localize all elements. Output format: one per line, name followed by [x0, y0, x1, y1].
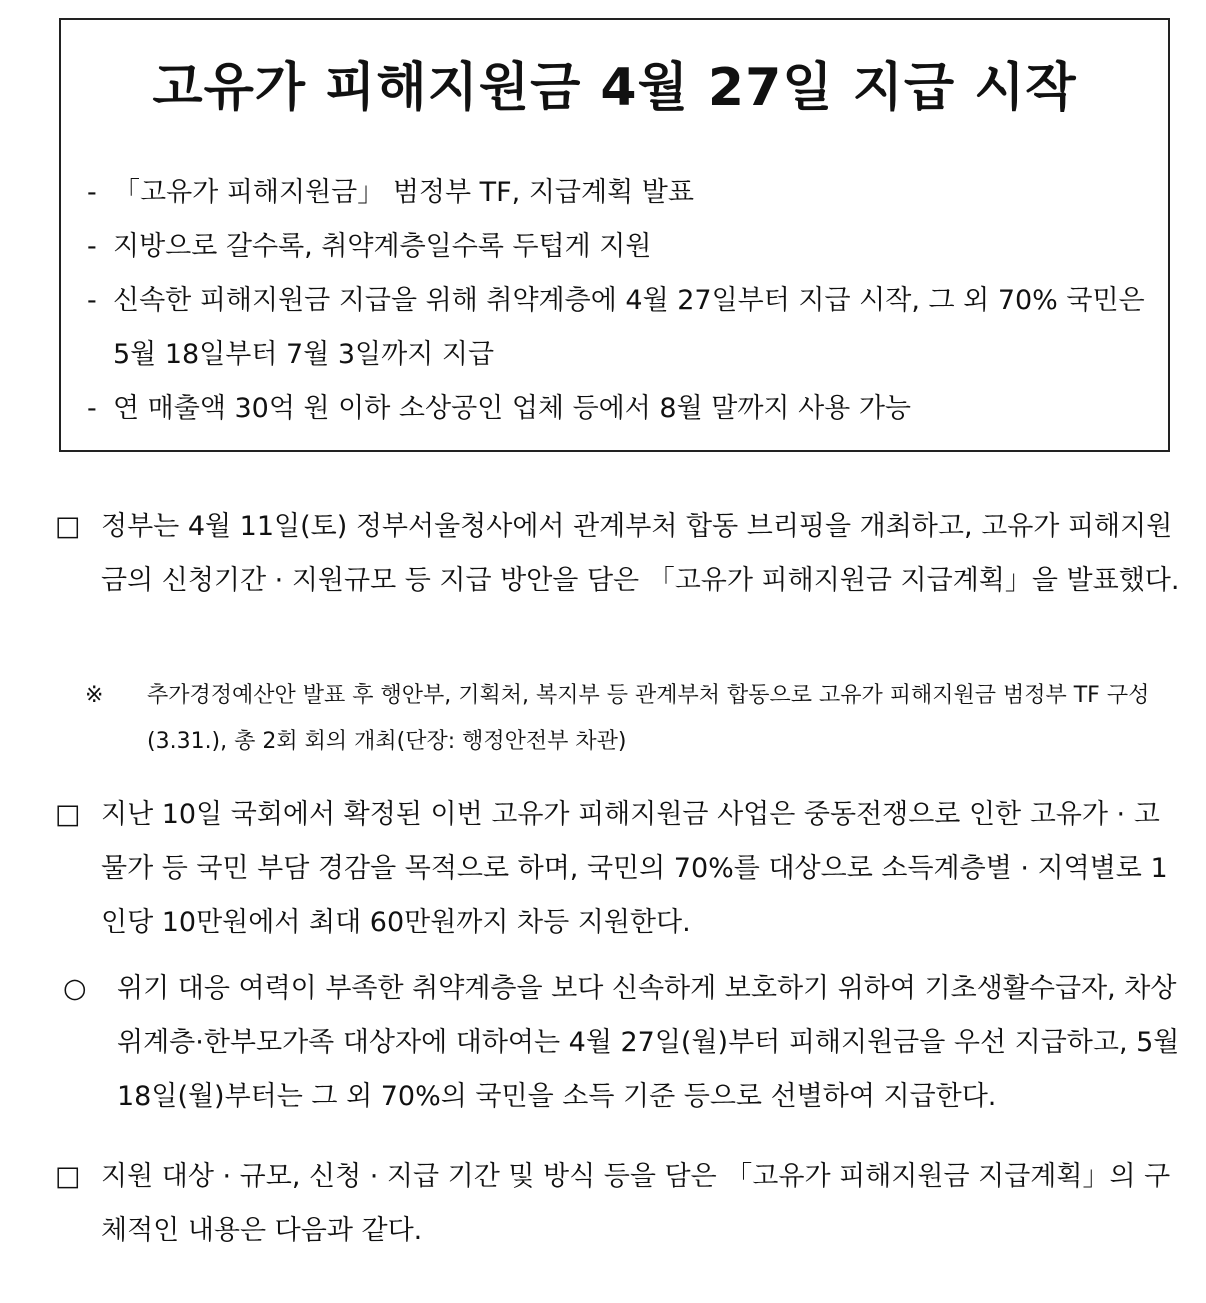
paragraph-text: 정부는 4월 11일(토) 정부서울청사에서 관계부처 합동 브리핑을 개최하고, 고유가 피해지원금의 신청기간 · 지원규모 등 지급 방안을 담은 「고유가 피해지원금 지급계획」을 발표했다. [101, 511, 1180, 596]
dash-bullet: - [87, 393, 97, 424]
paragraph-details [55, 1150, 1180, 1258]
summary-item [87, 382, 1157, 436]
paragraph-text: 위기 대응 여력이 부족한 취약계층을 보다 신속하게 보호하기 위하여 기초생활수급자, 차상위계층·한부모가족 대상자에 대하여는 4월 27일(월)부터 피해지원금을 우선 지급하고, 5월 18일(월)부터는 그 외 70%의 국민을 소득 기준 등으로 선별하여 지급한다. [117, 973, 1180, 1112]
summary-item-text: 신속한 피해지원금 지급을 위해 취약계층에 4월 27일부터 지급 시작, 그 외 70% 국민은 5월 18일부터 7월 3일까지 지급 [113, 285, 1145, 370]
note-text: 추가경정예산안 발표 후 행안부, 기획처, 복지부 등 관계부처 합동으로 고유가 피해지원금 범정부 TF 구성(3.31.), 총 2회 회의 개최(단장: 행정안전부 차관) [147, 683, 1150, 754]
paragraph-text: 지난 10일 국회에서 확정된 이번 고유가 피해지원금 사업은 중동전쟁으로 인한 고유가 · 고물가 등 국민 부담 경감을 목적으로 하며, 국민의 70%를 대상으로 소득계층별 · 지역별로 1인당 10만원에서 최대 60만원까지 차등 지원한다. [101, 799, 1168, 938]
summary-item [87, 220, 1157, 274]
summary-item-text: 「고유가 피해지원금」 범정부 TF, 지급계획 발표 [113, 177, 694, 208]
paragraph-announcement [55, 500, 1180, 608]
headline: 고유가 피해지원금 4월 27일 지급 시작 [152, 58, 1077, 118]
dash-bullet: - [87, 285, 97, 316]
summary-item [87, 166, 1157, 220]
reference-mark: ※ [85, 683, 104, 708]
dash-bullet: - [87, 177, 97, 208]
summary-item-text: 연 매출액 30억 원 이하 소상공인 업체 등에서 8월 말까지 사용 가능 [113, 393, 911, 424]
paragraph-program [55, 788, 1180, 950]
square-bullet: □ [55, 799, 81, 830]
summary-item [87, 274, 1157, 382]
summary-item-text: 지방으로 갈수록, 취약계층일수록 두텁게 지원 [113, 231, 652, 262]
paragraph-text: 지원 대상 · 규모, 신청 · 지급 기간 및 방식 등을 담은 「고유가 피해지원금 지급계획」의 구체적인 내용은 다음과 같다. [101, 1161, 1171, 1246]
summary-box [59, 18, 1170, 452]
square-bullet: □ [55, 1161, 81, 1192]
subparagraph-priority [63, 962, 1180, 1124]
square-bullet: □ [55, 511, 81, 542]
summary-list [87, 166, 1157, 436]
circle-bullet: ○ [63, 973, 87, 1004]
dash-bullet: - [87, 231, 97, 262]
note-tf [85, 673, 1180, 765]
